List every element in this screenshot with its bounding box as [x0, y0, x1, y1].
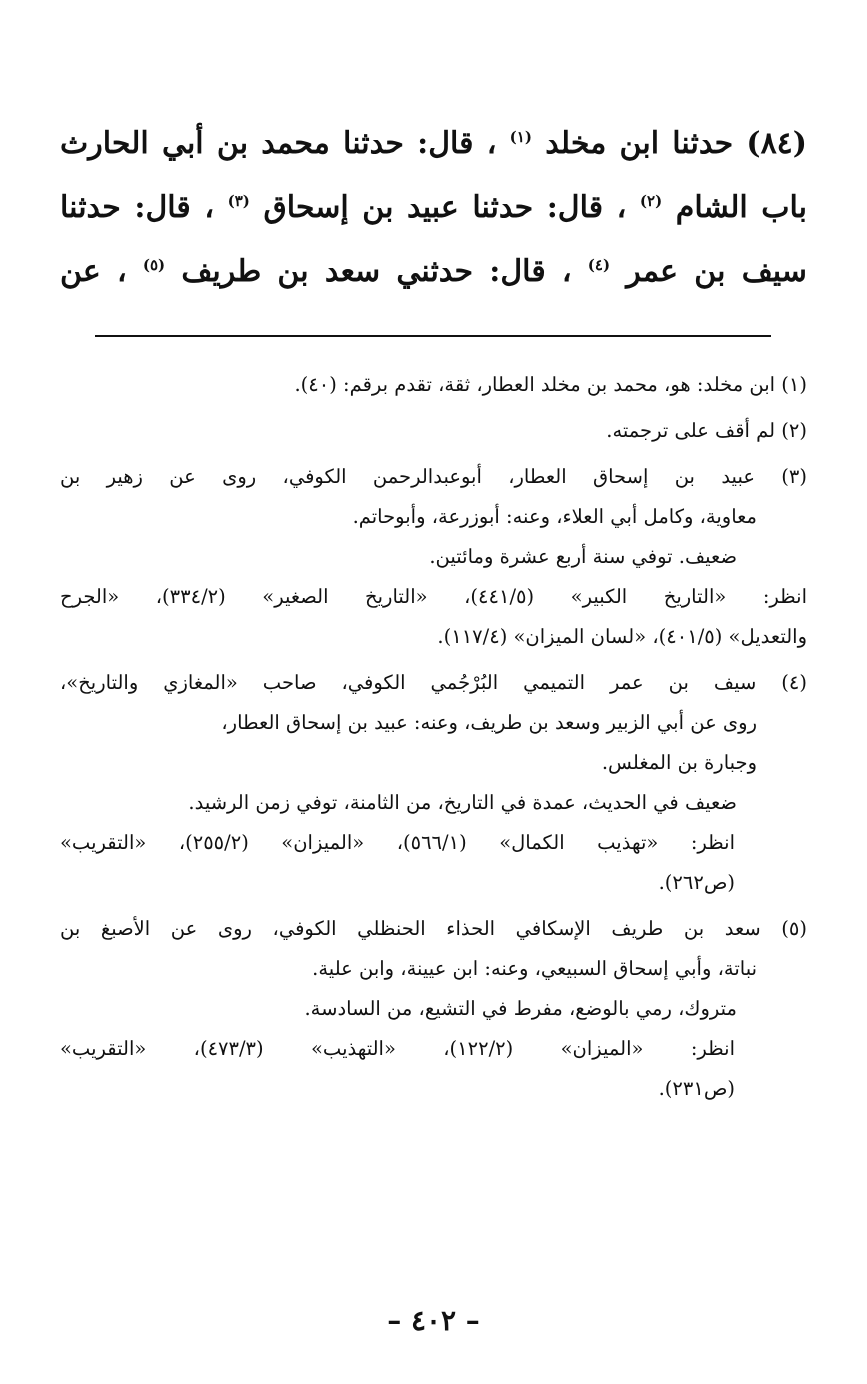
footnote-line: (٤) سيف بن عمر التميمي البُرْجُمي الكوفي، صاحب «المغازي والتاريخ»، [60, 671, 807, 694]
page-number: – ٤٠٢ – [387, 1304, 480, 1337]
hadith-text-segment: سيف بن عمر [626, 254, 807, 289]
footnote-line: والتعديل» (٤٠١/٥)، «لسان الميزان» (١١٧/٤). [437, 625, 807, 648]
footnote-line: نباتة، وأبي إسحاق السبيعي، وعنه: ابن عيينة، وابن علية. [312, 957, 757, 980]
footnote-line: (ص٢٦٢). [658, 871, 735, 894]
footnote-line: انظر: «الميزان» (١٢٢/٢)، «التهذيب» (٤٧٣/٣)، «التقريب» [60, 1037, 735, 1060]
footnote-2 [60, 411, 807, 451]
hadith-text-segment: ، عن [60, 254, 127, 289]
footnote-1 [60, 365, 807, 405]
hadith-text-segment: ، قال: حدثنا محمد بن أبي الحارث [60, 126, 497, 161]
footnote-line: انظر: «التاريخ الكبير» (٤٤١/٥)، «التاريخ الصغير» (٣٣٤/٢)، «الجرح [60, 585, 807, 608]
footnote-marker-3[interactable]: (٣) [227, 192, 250, 210]
footnote-line: (٢) لم أقف على ترجمته. [606, 419, 807, 442]
hadith-line-2 [60, 176, 807, 240]
footnotes [60, 365, 807, 1115]
footnote-marker-2[interactable]: (٢) [639, 192, 663, 210]
hadith-text-segment: ، قال: حدثنا [60, 190, 214, 225]
footnote-3 [60, 457, 807, 657]
footnote-line: وجبارة بن المغلس. [601, 751, 757, 774]
hadith-text-segment: باب الشام [675, 190, 808, 225]
footnote-line: (٥) سعد بن طريف الإسكافي الحذاء الحنظلي الكوفي، روى عن الأصبغ بن [60, 917, 807, 940]
hadith-line-3 [60, 240, 807, 304]
footnote-marker-5[interactable]: (٥) [142, 256, 166, 274]
footnote-5 [60, 909, 807, 1109]
footnote-line: ضعيف. توفي سنة أربع عشرة ومائتين. [429, 545, 737, 568]
footnote-line: انظر: «تهذيب الكمال» (٥٦٦/١)، «الميزان» (٢٥٥/٢)، «التقريب» [60, 831, 735, 854]
footnote-line: (٣) عبيد بن إسحاق العطار، أبوعبدالرحمن الكوفي، روى عن زهير بن [60, 465, 807, 488]
footnote-separator [95, 335, 771, 337]
hadith-line-1 [60, 112, 807, 176]
footnote-line: ضعيف في الحديث، عمدة في التاريخ، من الثامنة، توفي زمن الرشيد. [188, 791, 737, 814]
footnote-marker-1[interactable]: (١) [509, 128, 532, 146]
footnote-marker-4[interactable]: (٤) [587, 256, 611, 274]
footnote-line: متروك، رمي بالوضع، مفرط في التشيع، من السادسة. [304, 997, 737, 1020]
footnote-line: معاوية، وكامل أبي العلاء، وعنه: أبوزرعة، وأبوحاتم. [352, 505, 757, 528]
footnote-line: روى عن أبي الزبير وسعد بن طريف، وعنه: عبيد بن إسحاق العطار، [221, 711, 757, 734]
footnote-line: (١) ابن مخلد: هو، محمد بن مخلد العطار، ثقة، تقدم برقم: (٤٠). [294, 373, 807, 396]
hadith-text-segment: (٨٤) حدثنا ابن مخلد [545, 126, 807, 161]
hadith-text [60, 112, 807, 304]
footnote-4 [60, 663, 807, 903]
footnote-line: (ص٢٣١). [658, 1077, 735, 1100]
hadith-text-segment: ، قال: حدثنا عبيد بن إسحاق [263, 190, 627, 225]
hadith-text-segment: ، قال: حدثني سعد بن طريف [181, 254, 572, 289]
